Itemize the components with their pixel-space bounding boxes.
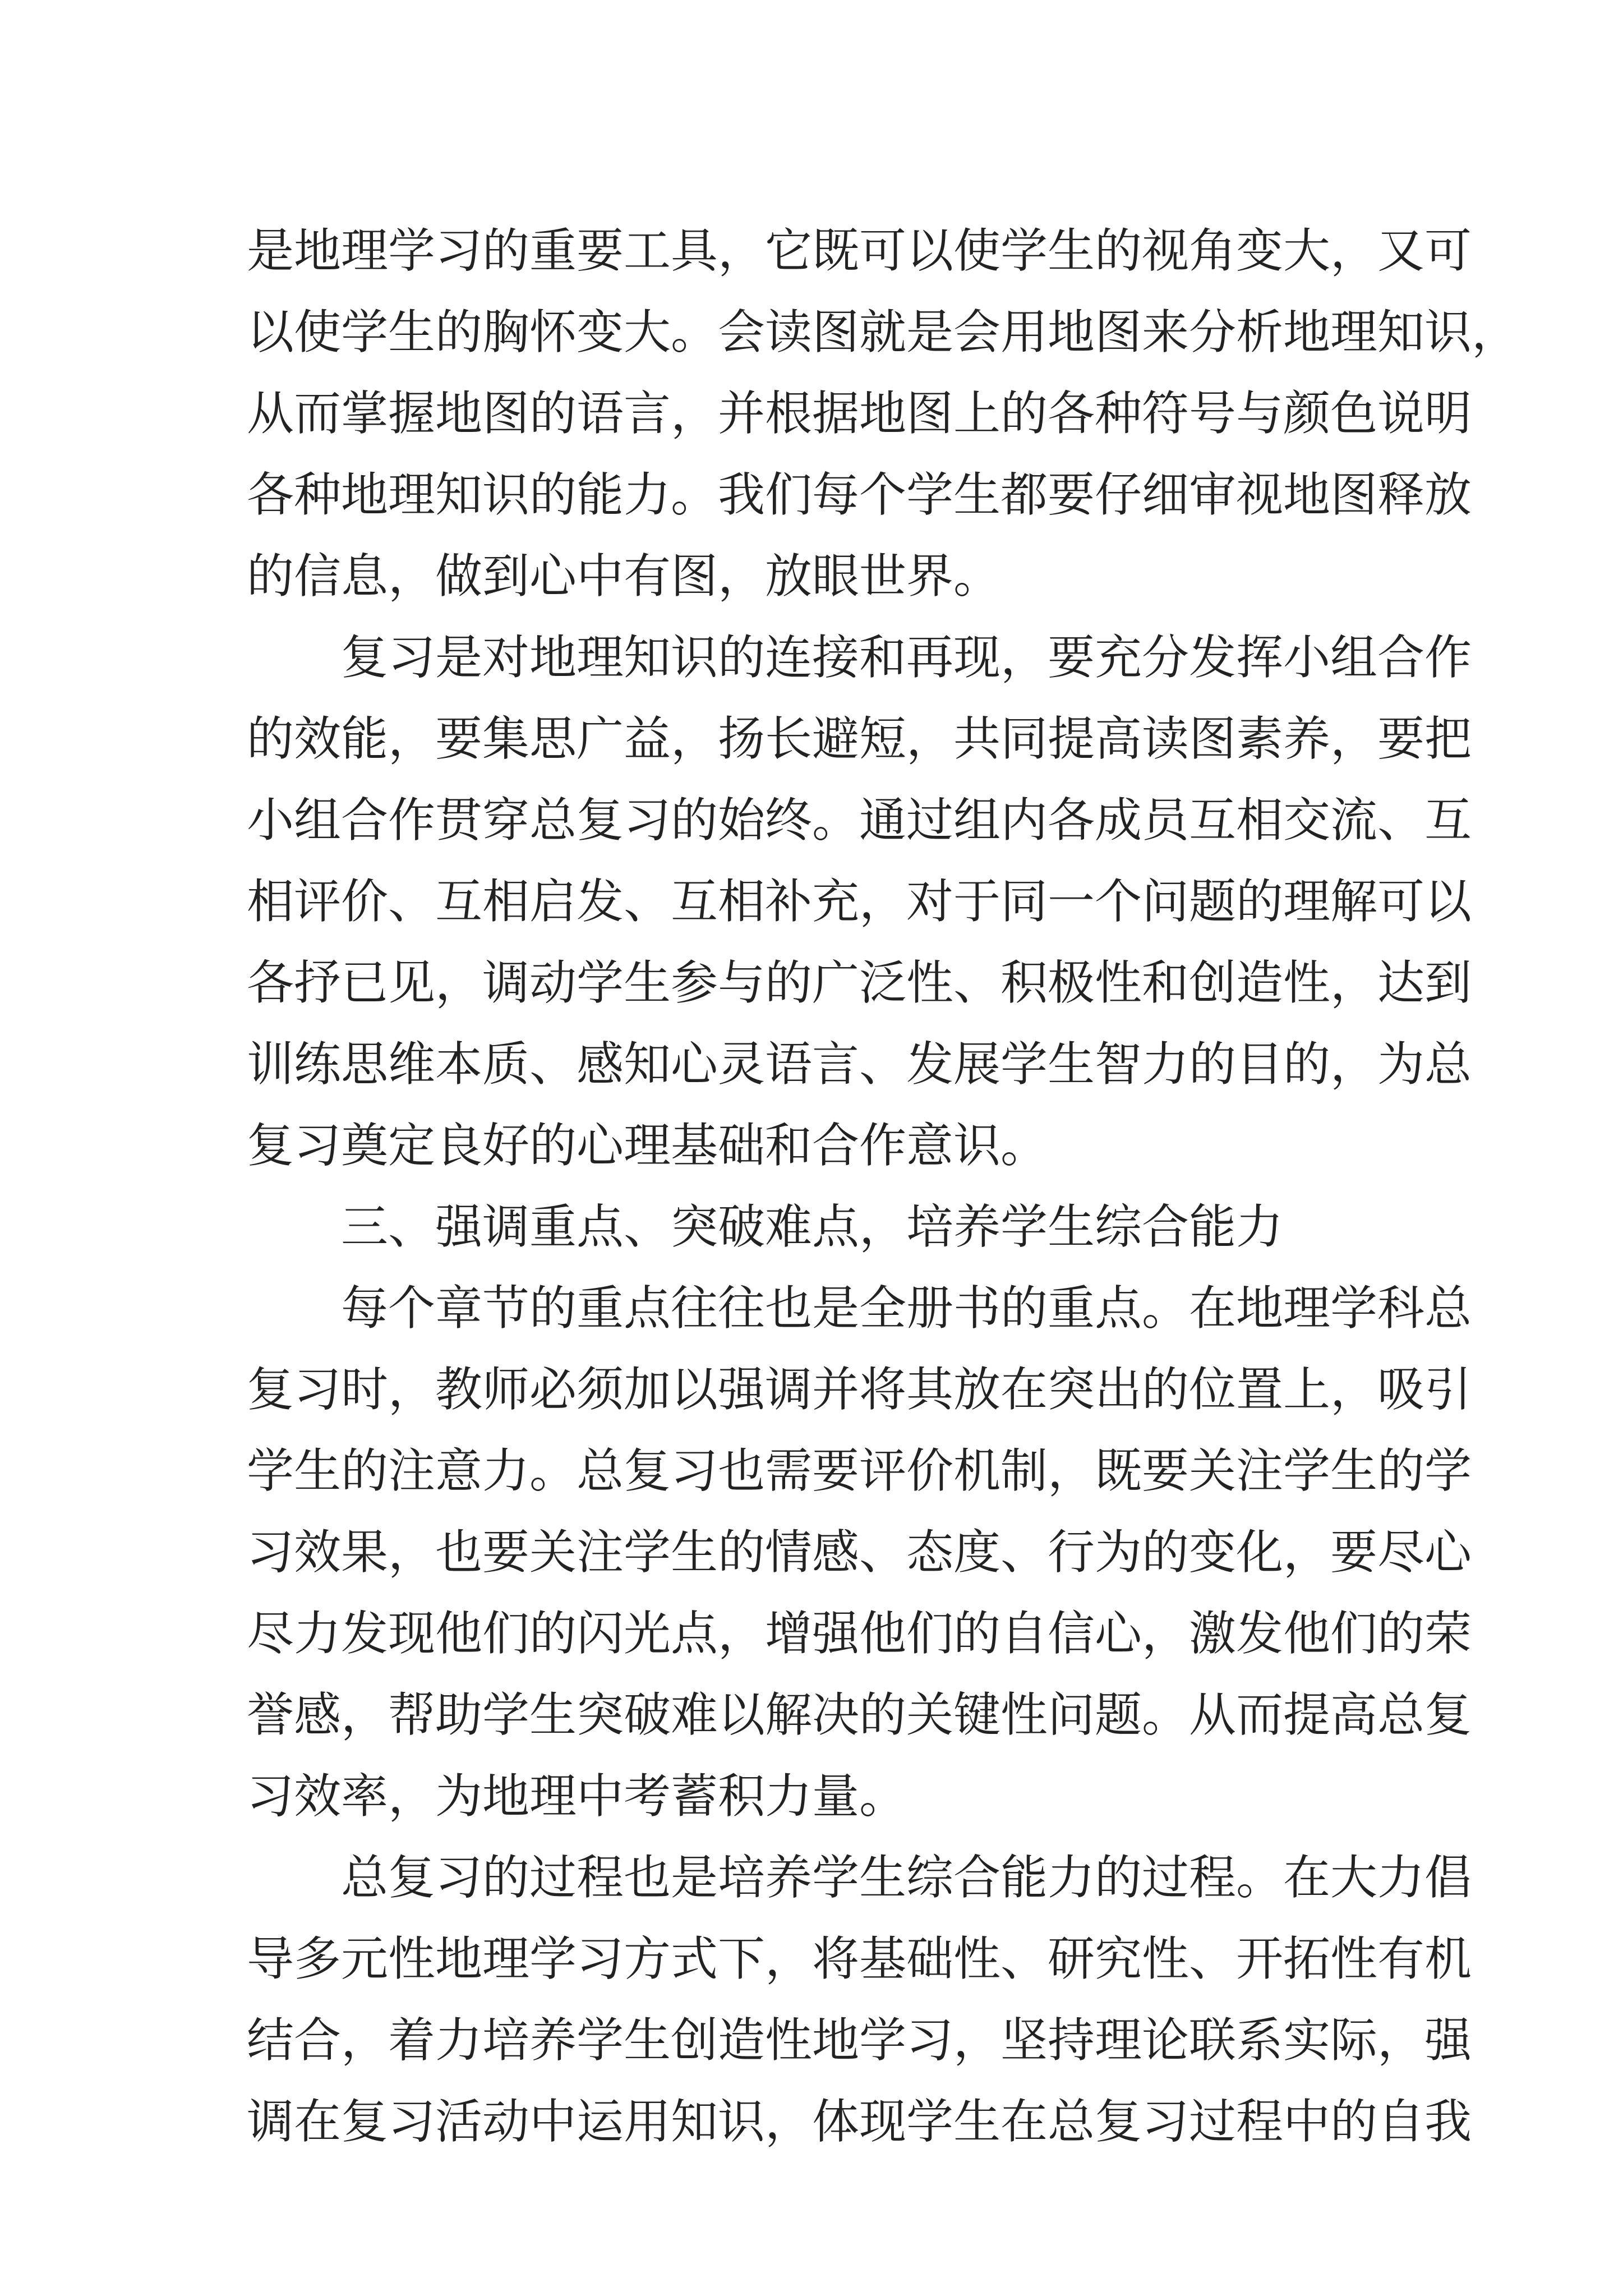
text-line: 调在复习活动中运用知识，体现学生在总复习过程中的自我	[247, 2094, 1472, 2149]
body-text	[247, 210, 1519, 2162]
text-line: 习效率，为地理中考蓄积力量。	[247, 1769, 907, 1824]
text-line: 各抒已见，调动学生参与的广泛性、积极性和创造性，达到	[247, 955, 1472, 1010]
text-line: 的信息，做到心中有图，放眼世界。	[247, 549, 1001, 604]
text-line: 导多元性地理学习方式下，将基础性、研究性、开拓性有机	[247, 1931, 1472, 1986]
text-line: 总复习的过程也是培养学生综合能力的过程。在大力倡	[341, 1850, 1472, 1905]
text-line: 复习是对地理知识的连接和再现，要充分发挥小组合作	[341, 630, 1472, 685]
text-line: 小组合作贯穿总复习的始终。通过组内各成员互相交流、互	[247, 793, 1472, 848]
text-line: 是地理学习的重要工具，它既可以使学生的视角变大，又可	[247, 223, 1472, 278]
text-line: 习效果，也要关注学生的情感、态度、行为的变化，要尽心	[247, 1525, 1472, 1580]
text-line: 复习奠定良好的心理基础和合作意识。	[247, 1118, 1048, 1173]
text-line: 相评价、互相启发、互相补充，对于同一个问题的理解可以	[247, 874, 1472, 929]
text-line: 的效能，要集思广益，扬长避短，共同提高读图素养，要把	[247, 711, 1472, 766]
text-line: 训练思维本质、感知心灵语言、发展学生智力的目的，为总	[247, 1037, 1472, 1092]
text-line: 尽力发现他们的闪光点，增强他们的自信心，激发他们的荣	[247, 1606, 1472, 1661]
text-line: 结合，着力培养学生创造性地学习，坚持理论联系实际，强	[247, 2013, 1472, 2068]
text-line: 以使学生的胸怀变大。会读图就是会用地图来分析地理知识，	[247, 305, 1519, 360]
text-line: 誉感，帮助学生突破难以解决的关键性问题。从而提高总复	[247, 1687, 1472, 1742]
text-line: 从而掌握地图的语言，并根据地图上的各种符号与颜色说明	[247, 386, 1472, 441]
section-heading: 三、强调重点、突破难点，培养学生综合能力	[341, 1199, 1284, 1254]
text-line: 复习时，教师必须加以强调并将其放在突出的位置上，吸引	[247, 1362, 1472, 1417]
text-line: 每个章节的重点往往也是全册书的重点。在地理学科总	[341, 1281, 1472, 1336]
text-line: 学生的注意力。总复习也需要评价机制，既要关注学生的学	[247, 1443, 1472, 1498]
text-line: 各种地理知识的能力。我们每个学生都要仔细审视地图释放	[247, 467, 1472, 522]
